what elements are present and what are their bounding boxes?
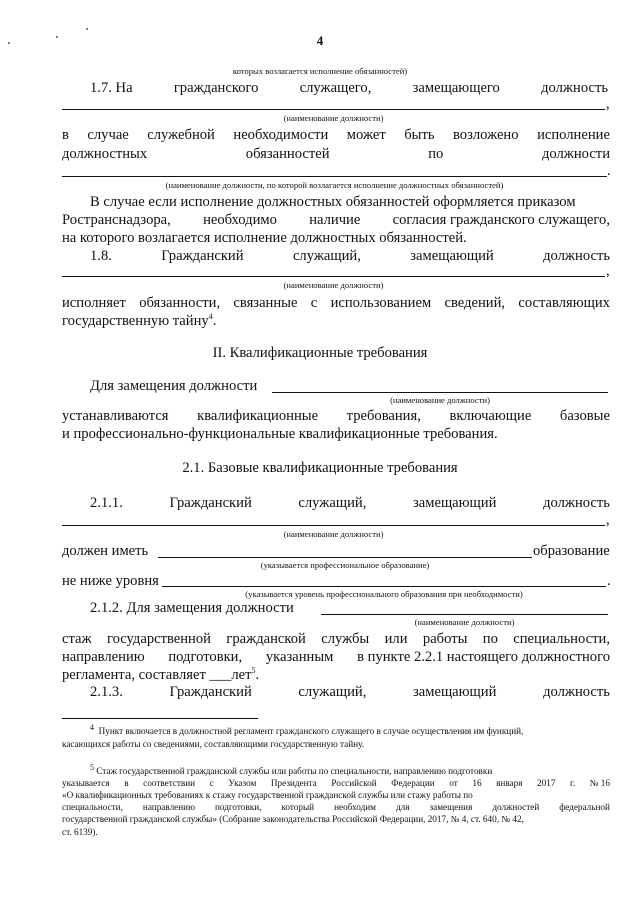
top-continuation-label: которых возлагается исполнение обязанностей) <box>232 66 408 76</box>
education-label: (указывается профессиональное образование) <box>260 560 430 570</box>
para-1-7-line-1: 1.7. На гражданского служащего, замещающего должность <box>90 80 608 96</box>
para-1-8-line-3: государственную тайну$^4$. <box>62 312 217 329</box>
education-level-label: (указывается уровень профессионального образования при необходимости) <box>245 589 523 599</box>
para-2-1-2-line-4: регламента, составляет ___лет$^5$. <box>62 666 260 683</box>
years-blank: ___ <box>209 667 232 683</box>
para-2-1-2-line-3: направлению подготовки, указанным в пункте 2.2.1 настоящего должностного <box>62 649 610 665</box>
section-heading-basic: 2.1. Базовые квалификационные требования <box>182 460 458 476</box>
para-1-7-line-5: Ространснадзора, необходимо наличие согласия гражданского служащего, <box>62 212 610 228</box>
position-name-blank <box>321 614 608 615</box>
position-name-label: (наименование должности) <box>414 617 515 627</box>
footnote-5-line-4: специальности, направлению подготовки, который необходим для замещения должностей федеральной <box>62 802 610 812</box>
position-name-blank <box>272 392 608 393</box>
education-level-blank <box>162 586 606 587</box>
period: . <box>607 573 611 589</box>
para-1-7-line-3: должностных обязанностей по должности <box>62 146 610 162</box>
para-2-line-2: устанавливаются квалификационные требования, включающие базовые <box>62 408 610 424</box>
para-1-8-line-1: 1.8. Гражданский служащий, замещающий должность <box>90 248 610 264</box>
para-1-7-line-2: в случае служебной необходимости может быть возложено исполнение <box>62 127 610 143</box>
scan-speck <box>86 28 88 30</box>
footnote-5-line-6: ст. 6139). <box>62 827 98 837</box>
footnote-5: $^5$ Стаж государственной гражданской службы или работы по специальности, направлению подготовки <box>90 762 493 776</box>
para-2-1-2-line-2: стаж государственной гражданской службы или работы по специальности, <box>62 631 610 647</box>
para-2-line-3: и профессионально-функциональные квалификационные требования. <box>62 426 498 442</box>
position-name-blank <box>62 276 605 277</box>
period: . <box>607 163 611 179</box>
para-2-line-1: Для замещения должности <box>90 378 258 394</box>
footnote-ref-5[interactable]: 5 <box>251 666 256 676</box>
comma: , <box>606 512 610 528</box>
para-1-7-line-4: В случае если исполнение должностных обязанностей оформляется приказом <box>90 194 576 210</box>
page-number: 4 <box>316 33 324 48</box>
footnote-4: $^4$ Пункт включается в должностной регламент гражданского служащего в случае осуществления им функций, <box>90 722 524 736</box>
footnote-5-line-3: «О квалификационных требованиях к стажу государственной гражданской службы или стажу работы по <box>62 790 473 800</box>
section-heading-qualification: II. Квалификационные требования <box>212 345 428 361</box>
comma: , <box>606 263 610 279</box>
assigned-position-blank <box>62 176 607 177</box>
footnote-4-line-2: касающихся работы со сведениями, составляющими государственную тайну. <box>62 739 365 749</box>
comma: , <box>606 96 610 112</box>
para-1-8-line-2: исполняет обязанности, связанные с использованием сведений, составляющих <box>62 295 610 311</box>
footnote-ref-4[interactable]: 4 <box>208 312 213 322</box>
para-2-1-1-line-1: 2.1.1. Гражданский служащий, замещающий должность <box>90 495 610 511</box>
not-lower-label: не ниже уровня <box>62 573 159 589</box>
para-2-1-2-line-1: 2.1.2. Для замещения должности <box>90 600 294 616</box>
position-name-label: (наименование должности) <box>283 113 384 123</box>
position-name-label: (наименование должности) <box>283 280 384 290</box>
footnote-5-line-5: государственной гражданской службы» (Собрание законодательства Российской Федерации, 2017, № 4, ст. 640, № 42, <box>62 814 524 824</box>
must-have-label: должен иметь <box>62 543 149 559</box>
footnote-separator <box>62 718 258 719</box>
para-1-7-line-6: на которого возлагается исполнение должностных обязанностей. <box>62 230 467 246</box>
position-name-blank <box>62 525 605 526</box>
footnote-5-line-2: указывается в соответствии с Указом Президента Российской Федерации от 16 января 2017 г. № 16 <box>62 778 610 788</box>
para-2-1-3-line-1: 2.1.3. Гражданский служащий, замещающий должность <box>90 684 610 700</box>
education-word: образование <box>533 543 610 559</box>
position-name-label: (наименование должности) <box>390 395 490 405</box>
position-name-blank <box>62 109 605 110</box>
position-name-label: (наименование должности) <box>283 529 384 539</box>
education-blank <box>158 557 532 558</box>
assigned-position-label: (наименование должности, по которой возлагается исполнение должностных обязанностей) <box>165 180 504 190</box>
